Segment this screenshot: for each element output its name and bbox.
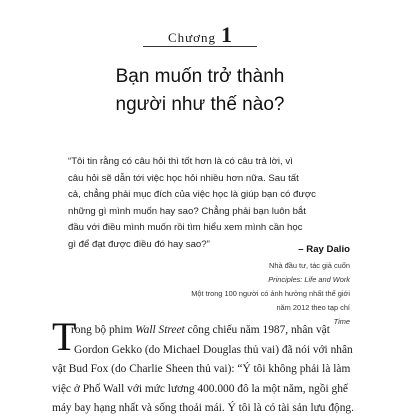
body-line-2: Gordon Gekko (do Michael Douglas thủ vai) đã nói với nhân (74, 343, 353, 356)
chapter-heading (0, 22, 400, 48)
quote-attribution: – Ray Dalio (298, 244, 350, 255)
body-paragraph (52, 314, 354, 419)
bio-magazine: Time (333, 317, 350, 326)
body-line-1-start: rong bộ phim (71, 324, 136, 336)
bio-book-title: Principles: Life and Work (268, 275, 350, 284)
quote-line: câu hỏi sẽ dẫn tới việc học hỏi nhiều hơn nữa. Sau tất (68, 172, 299, 184)
bio-line-3-prefix: năm 2012 theo tạp chí (276, 303, 350, 312)
bio-line-1 (150, 259, 350, 287)
chapter-title-line-2: người như thế nào? (115, 94, 285, 115)
quote-line: đầu với điều mình muốn rồi tìm hiểu xem mình cần học (68, 222, 303, 233)
chapter-divider (143, 46, 257, 47)
movie-title: Wall Street (135, 324, 185, 336)
body-line-1 (52, 321, 354, 341)
quote-line: gì để đạt được điều đó hay sao?” (68, 238, 210, 250)
body-line-5: máy bay hạng nhất và sống thoải mái. Ý tôi là có tài sản lưu động. (52, 402, 354, 414)
quote-line: cả, chẳng phải mục đích của việc học là giúp bạn có được (68, 189, 316, 200)
body-line-1-end: công chiếu năm 1987, nhân vật (184, 324, 330, 336)
epigraph-quote (68, 154, 350, 253)
quote-line: những gì mình muốn hay sao? Chẳng phải bạn luôn bắt (68, 205, 306, 217)
chapter-label: Chương (167, 30, 217, 45)
bio-line-1-prefix: Nhà đầu tư, tác giả cuốn (269, 261, 350, 270)
quote-line: “Tôi tin rằng có câu hỏi thì tốt hơn là có câu trả lời, vì (68, 156, 293, 167)
bio-line-2: Một trong 100 người có ảnh hưởng nhất thế giới (191, 289, 350, 298)
chapter-number: 1 (221, 22, 233, 47)
drop-cap: T (52, 314, 77, 359)
body-line-3: vật Bud Fox (do Charlie Sheen thủ vai): “Ý tôi không phải là làm (52, 363, 351, 375)
author-bio (150, 259, 350, 329)
chapter-title (0, 63, 400, 119)
chapter-title-line-1: Bạn muốn trở thành (115, 66, 285, 87)
body-line-4: việc ở Phố Wall với mức lương 400.000 đô la một năm, ngồi ghế (52, 382, 348, 395)
